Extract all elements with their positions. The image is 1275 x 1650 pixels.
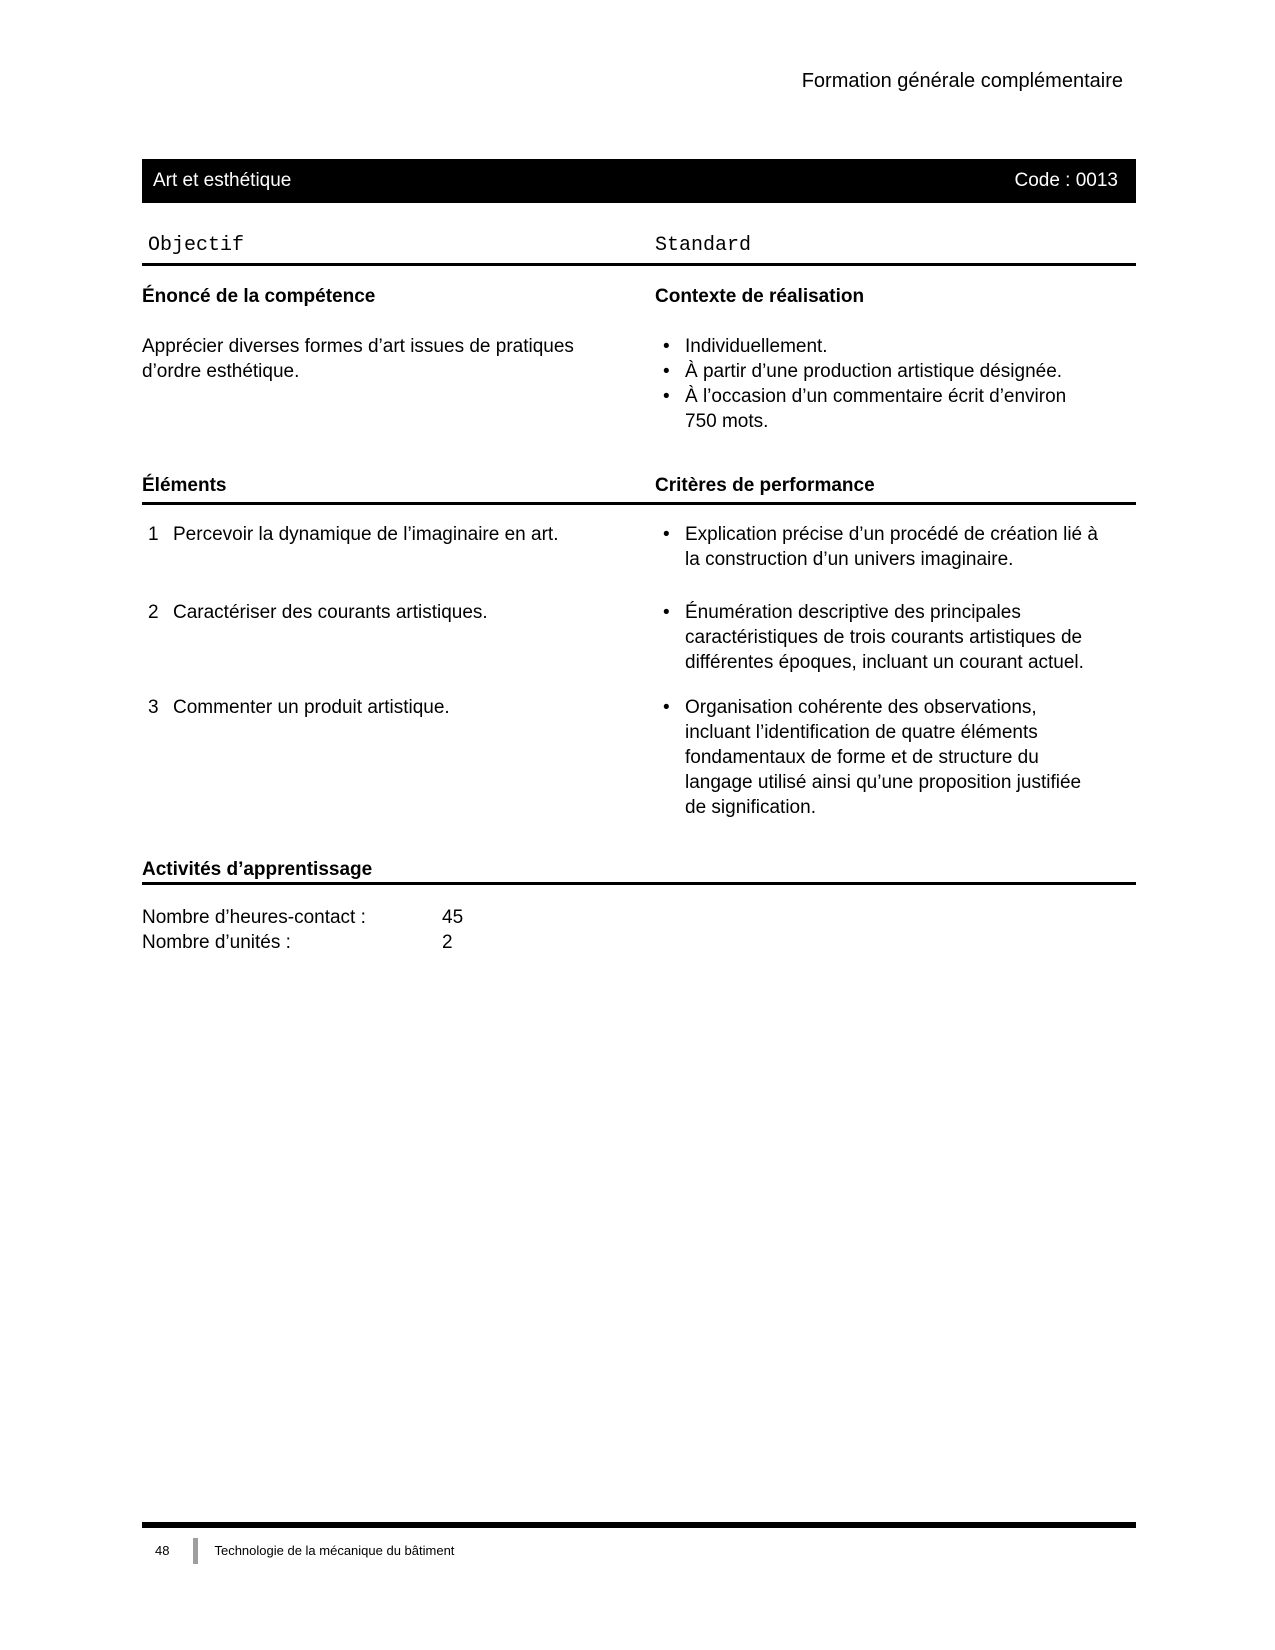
course-title: Art et esthétique (153, 170, 292, 191)
critere-text: Organisation cohérente des observations, incluant l’identification de quatre éléments fondamentaux de forme et de structure du langage utilisé ainsi qu’une proposition justifiée de signification. (685, 697, 1082, 818)
heures-contact-label: Nombre d’heures-contact : (142, 907, 366, 928)
bullet-icon: • (663, 361, 670, 382)
element-row (142, 522, 1136, 572)
element-item (142, 522, 623, 572)
competence-heading: Énoncé de la compétence (142, 286, 376, 307)
page-number: 48 (155, 1543, 170, 1558)
list-item: • Individuellement. (655, 334, 1136, 359)
bullet-icon: • (663, 602, 670, 623)
critere-text: Explication précise d’un procédé de création lié à la construction d’un univers imaginaire. (685, 524, 1098, 570)
contexte-column (655, 284, 1136, 434)
bullet-icon: • (663, 386, 670, 407)
element-item (142, 695, 623, 820)
running-header: Formation générale complémentaire (801, 70, 1123, 92)
bullet-icon: • (663, 336, 670, 357)
page-footer (142, 1538, 1136, 1564)
footer-divider (193, 1538, 198, 1564)
competence-statement: Apprécier diverses formes d’art issues de pratiques d’ordre esthétique. (142, 336, 574, 382)
critere-item (655, 600, 1136, 675)
elements-criteres-section (142, 522, 1136, 820)
bullet-icon: • (663, 524, 670, 545)
element-row (142, 695, 1136, 820)
element-number: 1 (148, 524, 159, 545)
critere-item (655, 522, 1136, 572)
contexte-heading: Contexte de réalisation (655, 286, 865, 307)
competence-column (142, 284, 623, 434)
list-item: • À partir d’une production artistique désignée. (655, 359, 1136, 384)
course-title-bar (142, 159, 1136, 203)
element-row (142, 600, 1136, 675)
unites-label: Nombre d’unités : (142, 932, 291, 953)
element-text: Commenter un produit artistique. (173, 697, 450, 718)
critere-text: Énumération descriptive des principales caractéristiques de trois courants artistiques de différentes époques, incluant un courant actuel. (685, 602, 1084, 673)
course-code: Code : 0013 (1014, 170, 1118, 191)
critere-item (655, 695, 1136, 820)
criteres-heading: Critères de performance (655, 475, 875, 496)
element-text: Caractériser des courants artistiques. (173, 602, 488, 623)
objectif-standard-row (142, 233, 1136, 266)
standard-label: Standard (655, 234, 752, 257)
unites-value: 2 (442, 932, 453, 953)
elements-heading: Éléments (142, 475, 227, 496)
element-number: 2 (148, 602, 159, 623)
footer-program-title: Technologie de la mécanique du bâtiment (214, 1543, 455, 1558)
heures-contact-value: 45 (442, 907, 464, 928)
activites-details (142, 905, 1136, 955)
elements-criteres-header (142, 473, 1136, 505)
contexte-list (655, 334, 1136, 434)
bullet-icon: • (663, 697, 670, 718)
footer-rule (142, 1522, 1136, 1528)
activites-heading: Activités d’apprentissage (142, 859, 373, 880)
element-number: 3 (148, 697, 159, 718)
element-item (142, 600, 623, 675)
competence-context-section (142, 284, 1136, 434)
objectif-label: Objectif (148, 234, 245, 257)
list-item: • À l’occasion d’un commentaire écrit d’environ 750 mots. (655, 384, 1136, 434)
element-text: Percevoir la dynamique de l’imaginaire en art. (173, 524, 559, 545)
activites-section-header (142, 857, 1136, 885)
heures-contact-row (142, 905, 1136, 930)
unites-row (142, 930, 1136, 955)
